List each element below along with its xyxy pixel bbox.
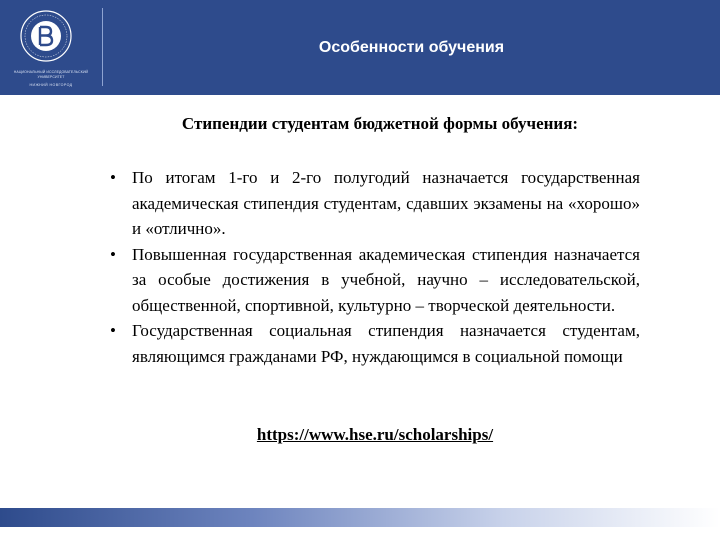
header-bar [0,0,720,95]
hse-logo-icon [20,10,72,62]
bullet-item [110,318,640,369]
bullet-item [110,242,640,319]
bullet-item [110,165,640,242]
slide-subtitle: Стипендии студентам бюджетной формы обучения: [181,114,579,133]
bullet-icon: • [110,321,116,340]
logo-caption: НАЦИОНАЛЬНЫЙ ИССЛЕДОВАТЕЛЬСКИЙ УНИВЕРСИТЕТ [13,70,89,79]
bullet-icon: • [110,244,116,264]
header-separator [0,95,720,97]
logo-city: НИЖНИЙ НОВГОРОД [29,83,73,87]
bullet-list [110,165,640,369]
footer-gradient-bar [0,508,720,527]
bullet-icon: • [110,168,116,187]
scholarships-link[interactable]: https://www.hse.ru/scholarships/ [256,425,494,444]
bullet-text: По итогам 1-го и 2-го полугодий назначается государственная академическая стипендия студентам, сдавших экзамены на «хорошо» и «отлично». [132,168,640,238]
logo [0,0,102,95]
slide-title: Особенности обучения [318,38,505,56]
bullet-text: Государственная социальная стипендия назначается студентам, являющимся гражданами РФ, нуждающимся в социальной помощи [132,321,640,366]
bullet-text: Повышенная государственная академическая стипендия назначается за особые достижения в учебной, научно – исследовательской, общественной, спортивной, культурно – творческой деятельности. [132,244,640,315]
